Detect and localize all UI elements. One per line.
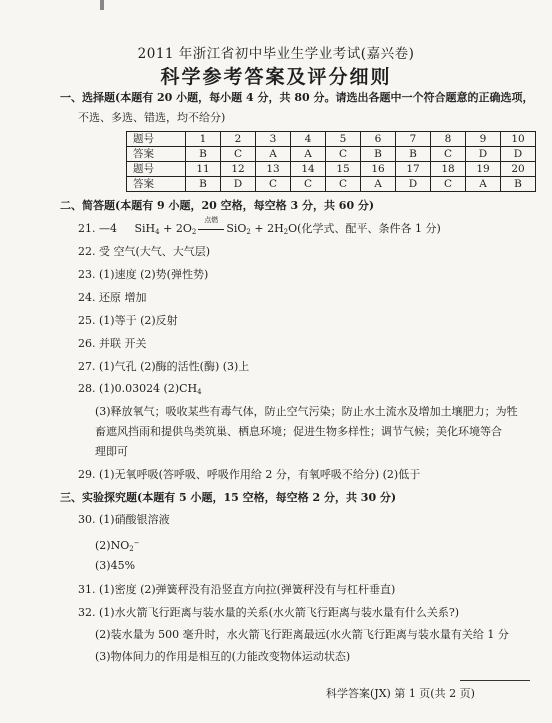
- q30-part2: [95, 536, 140, 556]
- footer-rule: [460, 680, 530, 681]
- answer-table-cell: 20: [501, 162, 536, 177]
- answer-table-cell: 1: [186, 132, 221, 147]
- answer-table-cell: C: [221, 147, 256, 162]
- page-number: 科学答案(JX) 第 1 页(共 2 页): [326, 687, 475, 700]
- q30-charge: −: [133, 539, 140, 547]
- q21-reactant: SiH: [134, 222, 156, 235]
- answer-table-cell: 13: [256, 162, 291, 177]
- section2-heading: 二、简答题(本题有 9 小题，20 空格，每空格 3 分，共 60 分): [60, 199, 375, 212]
- answer-table-row-label: 题号: [127, 162, 186, 177]
- q21-sub: 2: [283, 228, 289, 236]
- q30-formula: (2)NO: [95, 539, 130, 552]
- answer-table-cell: C: [326, 147, 361, 162]
- answer-key-title: 科学参考答案及评分细则: [160, 66, 392, 88]
- q29-answer: 29. (1)无氧呼吸(答呼吸、呼吸作用给 2 分，有氧呼吸不给分) (2)低于: [78, 468, 421, 481]
- q21-water: + 2H: [250, 222, 284, 235]
- answer-table-cell: B: [501, 177, 536, 192]
- q30-part3: (3)45%: [95, 559, 136, 572]
- scan-mark: [100, 0, 104, 10]
- answer-table-cell: 8: [431, 132, 466, 147]
- q21-answer: [78, 216, 441, 239]
- q22-answer: 22. 受 空气(大气、大气层): [78, 245, 211, 258]
- q30-sub: 2: [129, 545, 134, 553]
- answer-table-cell: 15: [326, 162, 361, 177]
- answer-table-cell: 17: [396, 162, 431, 177]
- q32-part1: 32. (1)水火箭飞行距离与装水量的关系(水火箭飞行距离与装水量有什么关系?): [78, 606, 460, 619]
- q30-part1: 30. (1)硝酸银溶液: [78, 513, 170, 526]
- q27-answer: 27. (1)气孔 (2)酶的活性(酶) (3)上: [78, 360, 250, 373]
- q24-answer: 24. 还原 增加: [78, 291, 147, 304]
- answer-table-cell: B: [396, 147, 431, 162]
- answer-table-cell: B: [186, 177, 221, 192]
- answer-table-row-label: 题号: [127, 132, 186, 147]
- section3-heading: 三、实验探究题(本题有 5 小题，15 空格，每空格 2 分，共 30 分): [60, 491, 397, 504]
- answer-table-cell: C: [291, 177, 326, 192]
- answer-table-cell: C: [256, 177, 291, 192]
- answer-table: [126, 131, 536, 192]
- answer-table-cell: B: [361, 147, 396, 162]
- answer-table-row: [127, 177, 536, 192]
- q21-number: 21. —4: [78, 222, 117, 235]
- answer-table-cell: A: [466, 177, 501, 192]
- q28-part3-line3: 理即可: [95, 445, 128, 458]
- answer-table-row: [127, 132, 536, 147]
- q26-answer: 26. 并联 开关: [78, 337, 147, 350]
- q21-oxygen: + 2O: [159, 222, 192, 235]
- exam-title: 2011 年浙江省初中毕业生学业考试(嘉兴卷): [137, 46, 415, 62]
- q21-sub: 2: [246, 228, 251, 236]
- q28-answer: [78, 382, 202, 399]
- q21-sub: 4: [155, 228, 160, 236]
- answer-table-cell: 7: [396, 132, 431, 147]
- answer-table-cell: A: [291, 147, 326, 162]
- section1-heading-cont: 不选、多选、错选，均不给分): [78, 111, 226, 124]
- answer-table-cell: A: [361, 177, 396, 192]
- answer-table-cell: B: [186, 147, 221, 162]
- answer-table-cell: D: [501, 147, 536, 162]
- answer-table-row: [127, 147, 536, 162]
- q23-answer: 23. (1)速度 (2)势(弹性势): [78, 268, 209, 281]
- answer-table-cell: 6: [361, 132, 396, 147]
- section1-heading: 一、选择题(本题有 20 小题，每小题 4 分，共 80 分。请选出各题中一个符合题意的正确选项，: [60, 91, 534, 104]
- answer-table-cell: 11: [186, 162, 221, 177]
- answer-table-cell: 10: [501, 132, 536, 147]
- answer-table-cell: C: [431, 147, 466, 162]
- answer-table-row-label: 答案: [127, 177, 186, 192]
- answer-table-cell: C: [431, 177, 466, 192]
- q28-part3-line2: 畜遮风挡雨和提供鸟类筑巢、栖息环境；促进生物多样性；调节气候；美化环境等合: [95, 425, 502, 438]
- reaction-condition: 点燃: [204, 216, 219, 224]
- q21-note: O(化学式、配平、条件各 1 分): [288, 222, 441, 235]
- q28-sub: 4: [197, 388, 202, 396]
- answer-table-cell: 18: [431, 162, 466, 177]
- answer-table-cell: 9: [466, 132, 501, 147]
- answer-table-cell: 4: [291, 132, 326, 147]
- q32-part3: (3)物体间力的作用是相互的(力能改变物体运动状态): [95, 650, 351, 663]
- reaction-arrow: [196, 216, 226, 236]
- answer-table-cell: 5: [326, 132, 361, 147]
- answer-table-row-label: 答案: [127, 147, 186, 162]
- answer-table-cell: 16: [361, 162, 396, 177]
- q21-product: SiO: [226, 222, 247, 235]
- answer-table-row: [127, 162, 536, 177]
- q28-part3-line1: (3)释放氧气；吸收某些有毒气体，防止空气污染；防止水土流水及增加土壤肥力；为牲: [95, 405, 518, 418]
- q32-part2: (2)装水量为 500 毫升时，水火箭飞行距离最远(水火箭飞行距离与装水量有关给 1 分: [95, 628, 509, 641]
- answer-table-cell: 2: [221, 132, 256, 147]
- answer-table-cell: 12: [221, 162, 256, 177]
- answer-table-cell: D: [466, 147, 501, 162]
- answer-table-cell: 3: [256, 132, 291, 147]
- answer-table-cell: A: [256, 147, 291, 162]
- answer-table-cell: D: [221, 177, 256, 192]
- q25-answer: 25. (1)等于 (2)反射: [78, 314, 178, 327]
- q28-part1: 28. (1)0.03024 (2)CH: [78, 382, 198, 395]
- answer-table-cell: D: [396, 177, 431, 192]
- q21-sub: 2: [191, 228, 197, 236]
- answer-table-cell: C: [326, 177, 361, 192]
- q31-answer: 31. (1)密度 (2)弹簧秤没有沿竖直方向拉(弹簧秤没有与杠杆垂直): [78, 583, 396, 596]
- answer-table-cell: 19: [466, 162, 501, 177]
- answer-table-cell: 14: [291, 162, 326, 177]
